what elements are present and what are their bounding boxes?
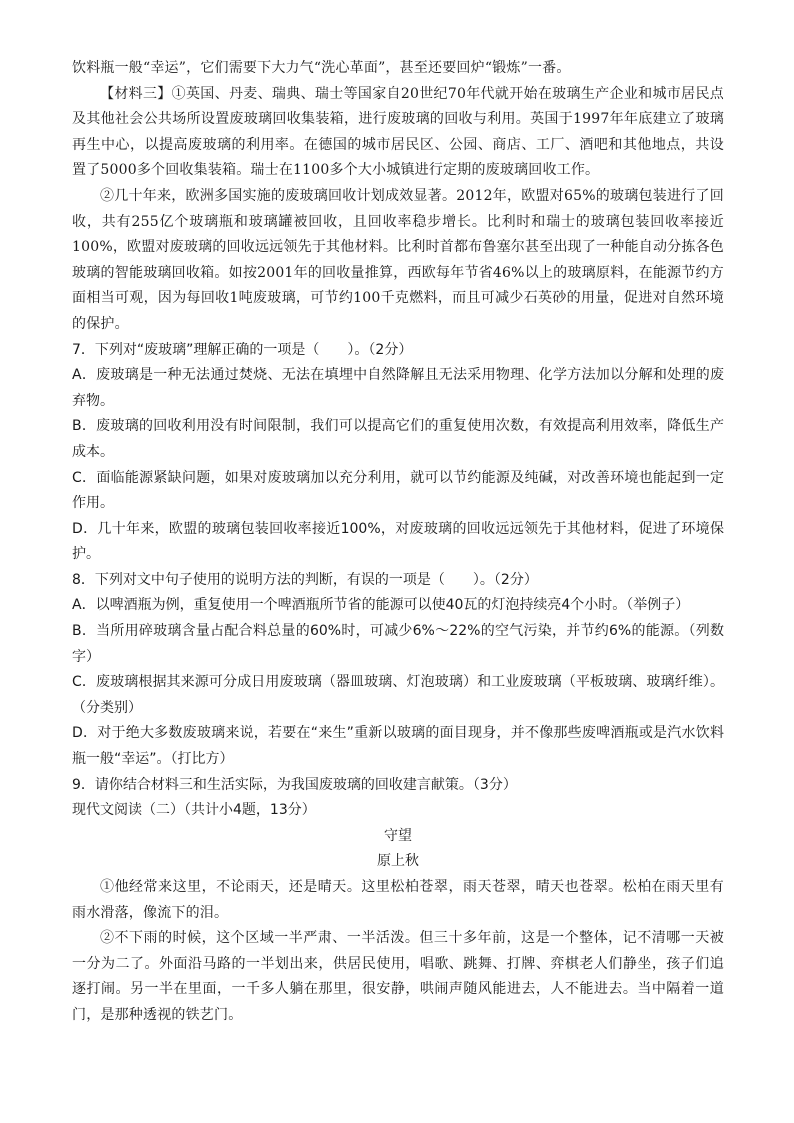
article-author: 原上秋 xyxy=(377,853,419,870)
question-7-option-d: D．几十年来，欧盟的玻璃包装回收率接近100%，对废玻璃的回收远远领先于其他材料，促进了环境保护。 xyxy=(72,520,724,563)
question-7-option-a: A．废玻璃是一种无法通过焚烧、无法在填埋中自然降解且无法采用物理、化学方法加以分解和处理的废弃物。 xyxy=(72,367,724,409)
material3-paragraph-2: ②几十年来，欧洲多国实施的废玻璃回收计划成效显著。2012年，欧盟对65%的玻璃包装进行了回收，共有255亿个玻璃瓶和玻璃罐被回收，且回收率稳步增长。比利时和瑞士的玻璃包装回收率接近100%，欧盟对废玻璃的回收远远领先于其他材料。比利时首都布鲁塞尔甚至出现了一种能自动分拣各色玻璃的智能玻璃回收箱。如按2001年的回收量推算，西欧每年节省46%以上的玻璃原料，在能源节约方面相当可观，因为每回收1吨废玻璃，可节约100千克燃料，而且可减少石英砂的用量，促进对自然环境的保护。 xyxy=(72,187,724,332)
question-7-option-c: C．面临能源紧缺问题，如果对废玻璃加以充分利用，就可以节约能源及纯碱，对改善环境也能起到一定作用。 xyxy=(72,469,724,512)
question-8-stem: 8．下列对文中句子使用的说明方法的判断，有误的一项是（ ）。（2分） xyxy=(72,571,538,588)
question-7-stem: 7．下列对“废玻璃”理解正确的一项是（ ）。（2分） xyxy=(72,341,413,358)
article-title: 守望 xyxy=(384,827,412,844)
passage-continuation: 饮料瓶一般“幸运”，它们需要下大力气“洗心革面”，甚至还要回炉“锻炼”一番。 xyxy=(72,60,571,76)
material3-paragraph-1: 【材料三】①英国、丹麦、瑞典、瑞士等国家自20世纪70年代就开始在玻璃生产企业和城市居民点及其他社会公共场所设置废玻璃回收集装箱，进行废玻璃的回收与利用。英国于1997年年底建立了玻璃再生中心，以提高废玻璃的利用率。在德国的城市居民区、公园、商店、工厂、酒吧和其他地点，共设置了5000多个回收集装箱。瑞士在1100多个大小城镇进行定期的废玻璃回收工作。 xyxy=(72,85,724,179)
article-paragraph-2: ②不下雨的时候，这个区域一半严肃、一半活泼。但三十多年前，这是一个整体，记不清哪一天被一分为二了。外面沿马路的一半划出来，供居民使用，唱歌、跳舞、打牌、弈棋老人们静坐，孩子们追逐打闹。另一半在里面，一千多人躺在那里，很安静，哄闹声随风能进去，人不能进去。当中隔着一道门，是那种透视的铁艺门。 xyxy=(72,930,724,1023)
question-8-option-b: B．当所用碎玻璃含量占配合料总量的60%时，可减少6%～22%的空气污染，并节约6%的能源。（列数字） xyxy=(72,623,724,665)
section-2-heading: 现代文阅读（二）（共计小4题，13分） xyxy=(72,802,316,819)
question-9-stem: 9．请你结合材料三和生活实际，为我国废玻璃的回收建言献策。（3分） xyxy=(72,776,517,793)
question-8-option-c: C．废玻璃根据其来源可分成日用废玻璃（器皿玻璃、灯泡玻璃）和工业废玻璃（平板玻璃、玻璃纤维）。（分类别） xyxy=(72,674,724,716)
question-8-option-a: A．以啤酒瓶为例，重复使用一个啤酒瓶所节省的能源可以使40瓦的灯泡持续亮4个小时。（举例子） xyxy=(72,597,690,614)
question-8-option-d: D．对于绝大多数废玻璃来说，若要在“来生”重新以玻璃的面目现身，并不像那些废啤酒瓶或是汽水饮料瓶一般“幸运”。（打比方） xyxy=(72,725,724,768)
question-7-option-b: B．废玻璃的回收利用没有时间限制，我们可以提高它们的重复使用次数，有效提高利用效率，降低生产成本。 xyxy=(72,418,724,460)
exam-page xyxy=(72,56,724,1029)
article-paragraph-1: ①他经常来这里，不论雨天，还是晴天。这里松柏苍翠，雨天苍翠，晴天也苍翠。松柏在雨天里有雨水滑落，像流下的泪。 xyxy=(72,879,724,921)
